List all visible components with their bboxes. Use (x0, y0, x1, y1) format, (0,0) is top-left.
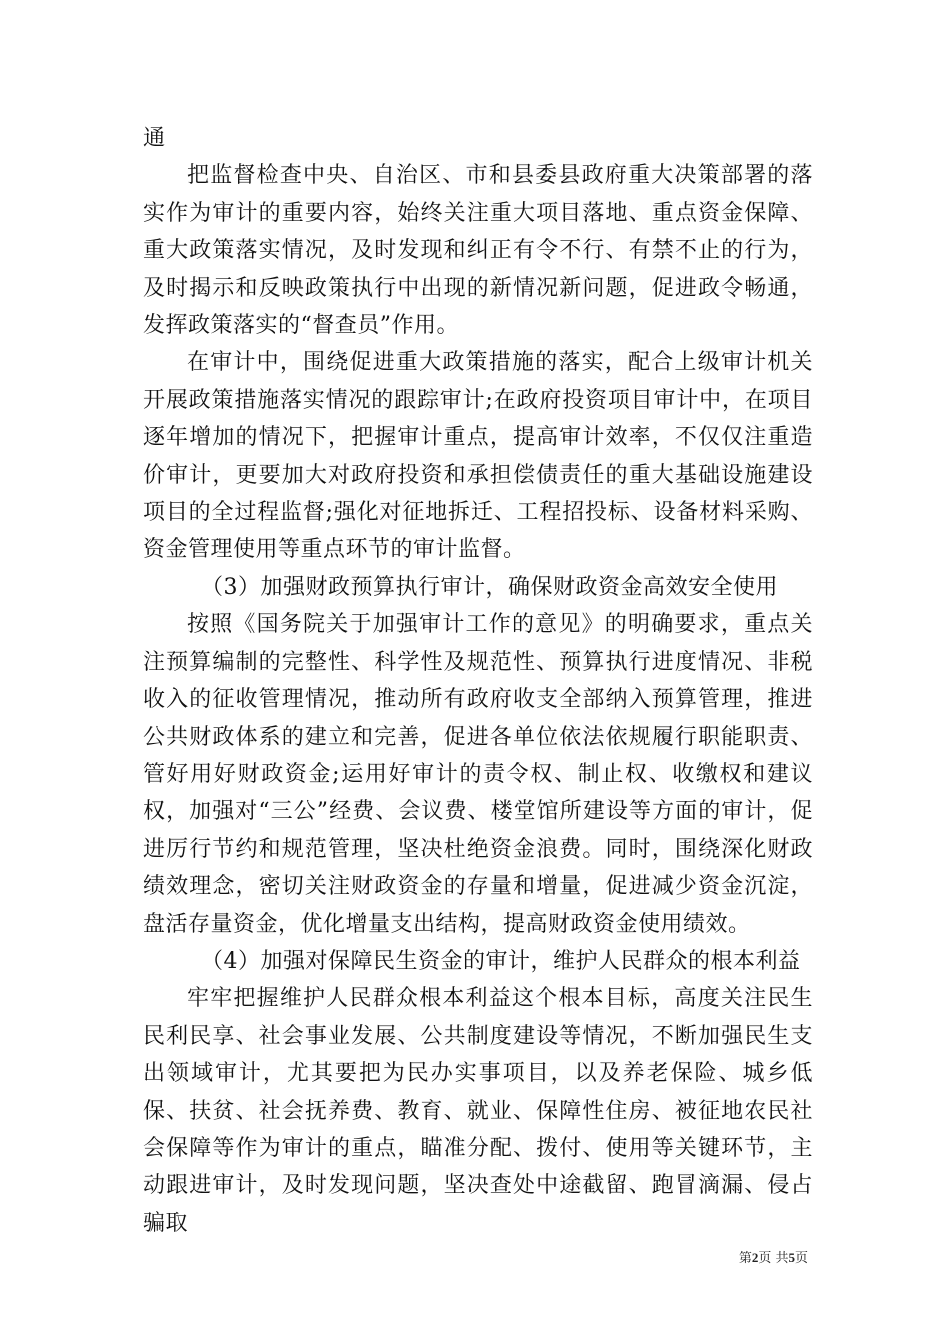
section-heading-3: （3）加强财政预算执行审计，确保财政资金高效安全使用 (201, 574, 778, 600)
page-footer (739, 1247, 808, 1266)
paragraph-supervision: 把监督检查中央、自治区、市和县委县政府重大决策部署的落实作为审计的重要内容，始终关注重大项目落地、重点资金保障、重大政策落实情况，及时发现和纠正有令不行、有禁不止的行为，及时揭示和反映政策执行中出现的新情况新问题，促进政令畅通，发挥政策落实的“督查员”作用。 (143, 163, 813, 339)
current-page-number: 2 (751, 1250, 759, 1265)
paragraph-continuation: 通 (143, 126, 166, 151)
footer-middle: 页 共 (758, 1251, 789, 1266)
document-body (143, 120, 813, 1242)
footer-prefix: 第 (738, 1251, 752, 1266)
section-heading-4: （4）加强对保障民生资金的审计，维护人民群众的根本利益 (201, 948, 801, 974)
paragraph-livelihood-audit: 牢牢把握维护人民群众根本利益这个根本目标，高度关注民生民利民享、社会事业发展、公共制度建设等情况，不断加强民生支出领域审计，尤其要把为民办实事项目，以及养老保险、城乡低保、扶贫、社会抚养费、教育、就业、保障性住房、被征地农民社会保障等作为审计的重点，瞄准分配、拨付、使用等关键环节，主动跟进审计，及时发现问题，坚决查处中途截留、跑冒滴漏、侵占骗取 (143, 986, 813, 1236)
total-pages-number: 5 (788, 1250, 795, 1265)
paragraph-budget-audit: 按照《国务院关于加强审计工作的意见》的明确要求，重点关注预算编制的完整性、科学性及规范性、预算执行进度情况、非税收入的征收管理情况，推动所有政府收支全部纳入预算管理，推进公共财政体系的建立和完善，促进各单位依法依规履行职能职责、管好用好财政资金;运用好审计的责令权、制止权、收缴权和建议权，加强对“三公”经费、会议费、楼堂馆所建设等方面的审计，促进厉行节约和规范管理，坚决杜绝资金浪费。同时，围绕深化财政绩效理念，密切关注财政资金的存量和增量，促进减少资金沉淀，盘活存量资金，优化增量支出结构，提高财政资金使用绩效。 (143, 612, 813, 937)
paragraph-investment-audit: 在审计中，围绕促进重大政策措施的落实，配合上级审计机关开展政策措施落实情况的跟踪审计;在政府投资项目审计中，在项目逐年增加的情况下，把握审计重点，提高审计效率，不仅仅注重造价审计，更要加大对政府投资和承担偿债责任的重大基础设施建设项目的全过程监督;强化对征地拆迁、工程招投标、设备材料采购、资金管理使用等重点环节的审计监督。 (143, 350, 813, 563)
footer-suffix: 页 (794, 1251, 808, 1266)
